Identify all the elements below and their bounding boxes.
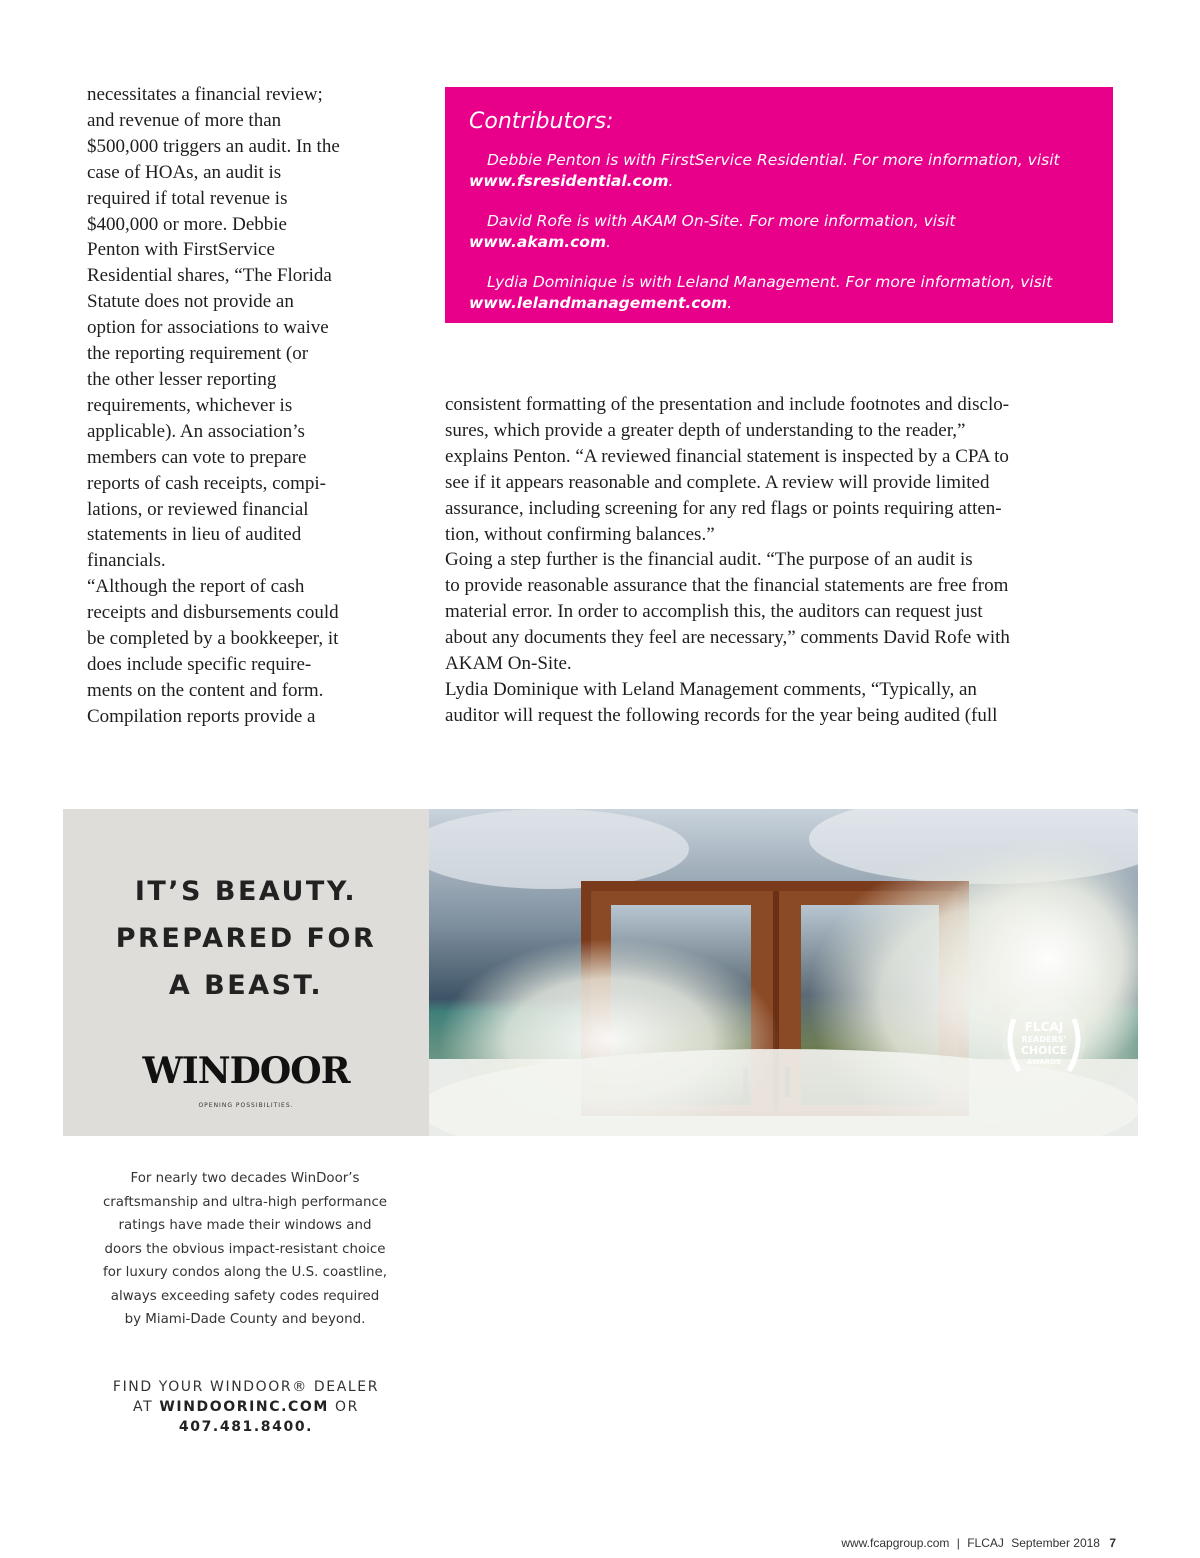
logo-tagline: OPENING POSSIBILITIES.: [198, 1102, 294, 1109]
contributor-link[interactable]: www.akam.com: [469, 233, 607, 251]
contributor-link[interactable]: www.fsresidential.com: [469, 172, 669, 190]
contributor-item: Lydia Dominique is with Leland Management. For more information, visit www.lelandmanagement.com.: [469, 273, 1053, 312]
dealer-contact: AT WINDOORINC.COM OR: [133, 1399, 359, 1415]
footer-separator: |: [956, 1536, 960, 1550]
footer-publication: FLCAJ: [967, 1536, 1004, 1550]
award-seal-icon: [1002, 997, 1086, 1081]
page-footer: [841, 1536, 1116, 1550]
contributor-item: David Rofe is with AKAM On-Site. For more information, visit www.akam.com.: [469, 212, 956, 251]
award-text-line3: CHOICE: [1020, 1044, 1068, 1057]
award-text-line1: FLCAJ: [1024, 1020, 1064, 1034]
award-text-line2: READERS’: [1021, 1035, 1067, 1044]
contributors-title: Contributors:: [469, 109, 614, 134]
ad-headline: IT’S BEAUTY. PREPARED FOR A BEAST.: [115, 876, 377, 1001]
windoor-logo: WINDOOR: [142, 1050, 350, 1092]
contributor-item: Debbie Penton is with FirstService Residential. For more information, visit www.fsresidential.com.: [469, 151, 1060, 190]
dealer-line: FIND YOUR WINDOOR® DEALER: [112, 1379, 380, 1395]
dealer-url-link[interactable]: WINDOORINC.COM: [159, 1399, 329, 1415]
page-number: 7: [1109, 1536, 1116, 1550]
footer-site[interactable]: www.fcapgroup.com: [841, 1536, 950, 1550]
award-text-line4: AWARDS: [1026, 1058, 1062, 1066]
article-column-right: consistent formatting of the presentation and include footnotes and disclo- sures, which provide a greater depth of understanding to the reader,” explains Penton. “A reviewed financial statement is inspected by a CPA to see if it appears reasonable and complete. A review will provide limited assurance, including screening for any red flags or points requiring atten- tion, without confirming balances.” Going a step further is the financial audit. “The purpose of an audit is to provide reasonable assurance that the financial statements are free from material error. In order to accomplish this, the auditors can request just about any documents they feel are necessary,” comments David Rofe with AKAM On-Site. Lydia Dominique with Leland Management comments, “Typically, an auditor will request the following records for the year being audited (full: [445, 394, 1010, 726]
contributors-box: [445, 87, 1113, 323]
footer-date: September 2018: [1011, 1536, 1100, 1550]
ad-photo-door-wave: [429, 809, 1138, 1136]
dealer-info: [63, 1377, 429, 1437]
ad-body-text: For nearly two decades WinDoor’s craftsmanship and ultra-high performance ratings have made their windows and doors the obvious impact-resistant choice for luxury condos along the U.S. coastline, always exceeding safety codes required by Miami-Dade County and beyond.: [102, 1171, 388, 1327]
dealer-phone[interactable]: 407.481.8400.: [178, 1419, 314, 1435]
article-column-left: necessitates a financial review; and revenue of more than $500,000 triggers an audit. In the case of HOAs, an audit is required if total revenue is $400,000 or more. Debbie Penton with FirstService Residential shares, “The Florida Statute does not provide an option for associations to waive the reporting requirement (or the other lesser reporting requirements, whichever is applicable). An association’s members can vote to prepare reports of cash receipts, compi- lations, or reviewed financial statements in lieu of audited financials. “Although the report of cash receipts and disbursements could be completed by a bookkeeper, it does include specific require- ments on the content and form. Compilation reports provide a: [87, 84, 340, 727]
contributor-link[interactable]: www.lelandmanagement.com: [469, 294, 728, 312]
